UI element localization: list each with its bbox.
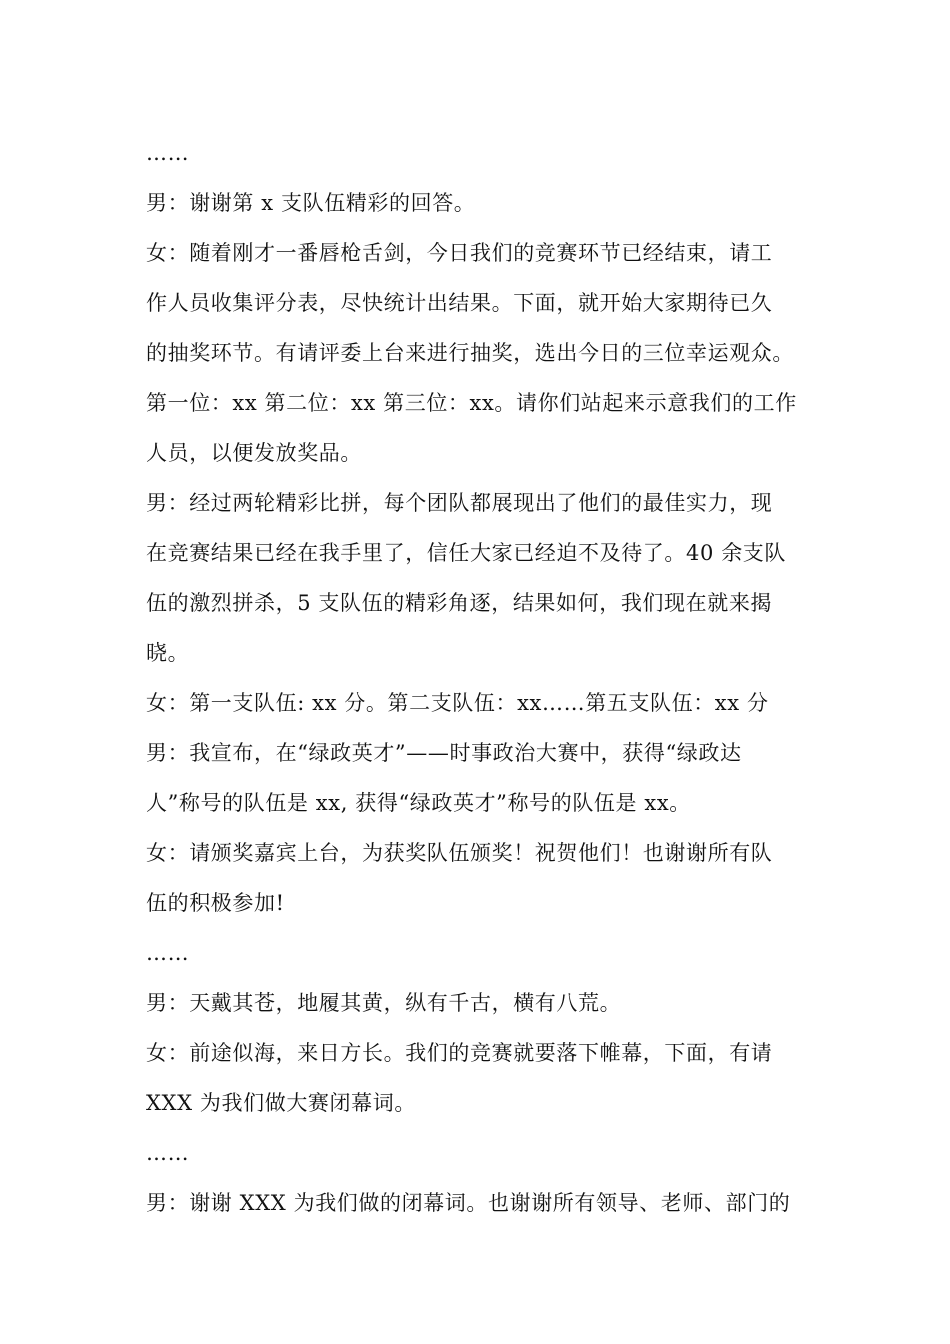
text-line: 作人员收集评分表，尽快统计出结果。下面，就开始大家期待已久 xyxy=(146,291,773,315)
text-line: 男：我宣布，在“绿政英才”——时事政治大赛中，获得“绿政达 xyxy=(146,741,742,765)
text-line: 伍的激烈拼杀，5 支队伍的精彩角逐，结果如何，我们现在就来揭 xyxy=(146,591,773,615)
text-line: 在竞赛结果已经在我手里了，信任大家已经迫不及待了。40 余支队 xyxy=(146,541,786,565)
text-line: 女：第一支队伍: xx 分。第二支队伍：xx……第五支队伍：xx 分 xyxy=(146,691,769,715)
text-line: 女：前途似海，来日方长。我们的竞赛就要落下帷幕，下面，有请 xyxy=(146,1041,773,1065)
text-line: 第一位：xx 第二位：xx 第三位：xx。请你们站起来示意我们的工作 xyxy=(146,391,797,415)
text-line: 男：谢谢第 x 支队伍精彩的回答。 xyxy=(146,191,476,215)
text-line: 女：随着刚才一番唇枪舌剑，今日我们的竞赛环节已经结束，请工 xyxy=(146,241,773,265)
text-line: 男：经过两轮精彩比拼，每个团队都展现出了他们的最佳实力，现 xyxy=(146,491,773,515)
text-line: XXX 为我们做大赛闭幕词。 xyxy=(146,1091,416,1115)
text-line: 男：天戴其苍，地履其黄，纵有千古，横有八荒。 xyxy=(146,991,622,1015)
text-line: 人”称号的队伍是 xx, 获得“绿政英才”称号的队伍是 xx。 xyxy=(146,791,691,815)
text-line: 女：请颁奖嘉宾上台，为获奖队伍颁奖！祝贺他们！也谢谢所有队 xyxy=(146,841,773,865)
text-line: 的抽奖环节。有请评委上台来进行抽奖，选出今日的三位幸运观众。 xyxy=(146,341,794,365)
text-line: 男：谢谢 XXX 为我们做的闭幕词。也谢谢所有领导、老师、部门的 xyxy=(146,1191,791,1215)
text-line: 人员，以便发放奖品。 xyxy=(146,441,362,465)
text-line: …… xyxy=(146,141,190,165)
text-line: …… xyxy=(146,941,190,965)
text-line: 伍的积极参加! xyxy=(146,891,285,915)
text-line: …… xyxy=(146,1141,190,1165)
text-line: 晓。 xyxy=(146,641,190,665)
